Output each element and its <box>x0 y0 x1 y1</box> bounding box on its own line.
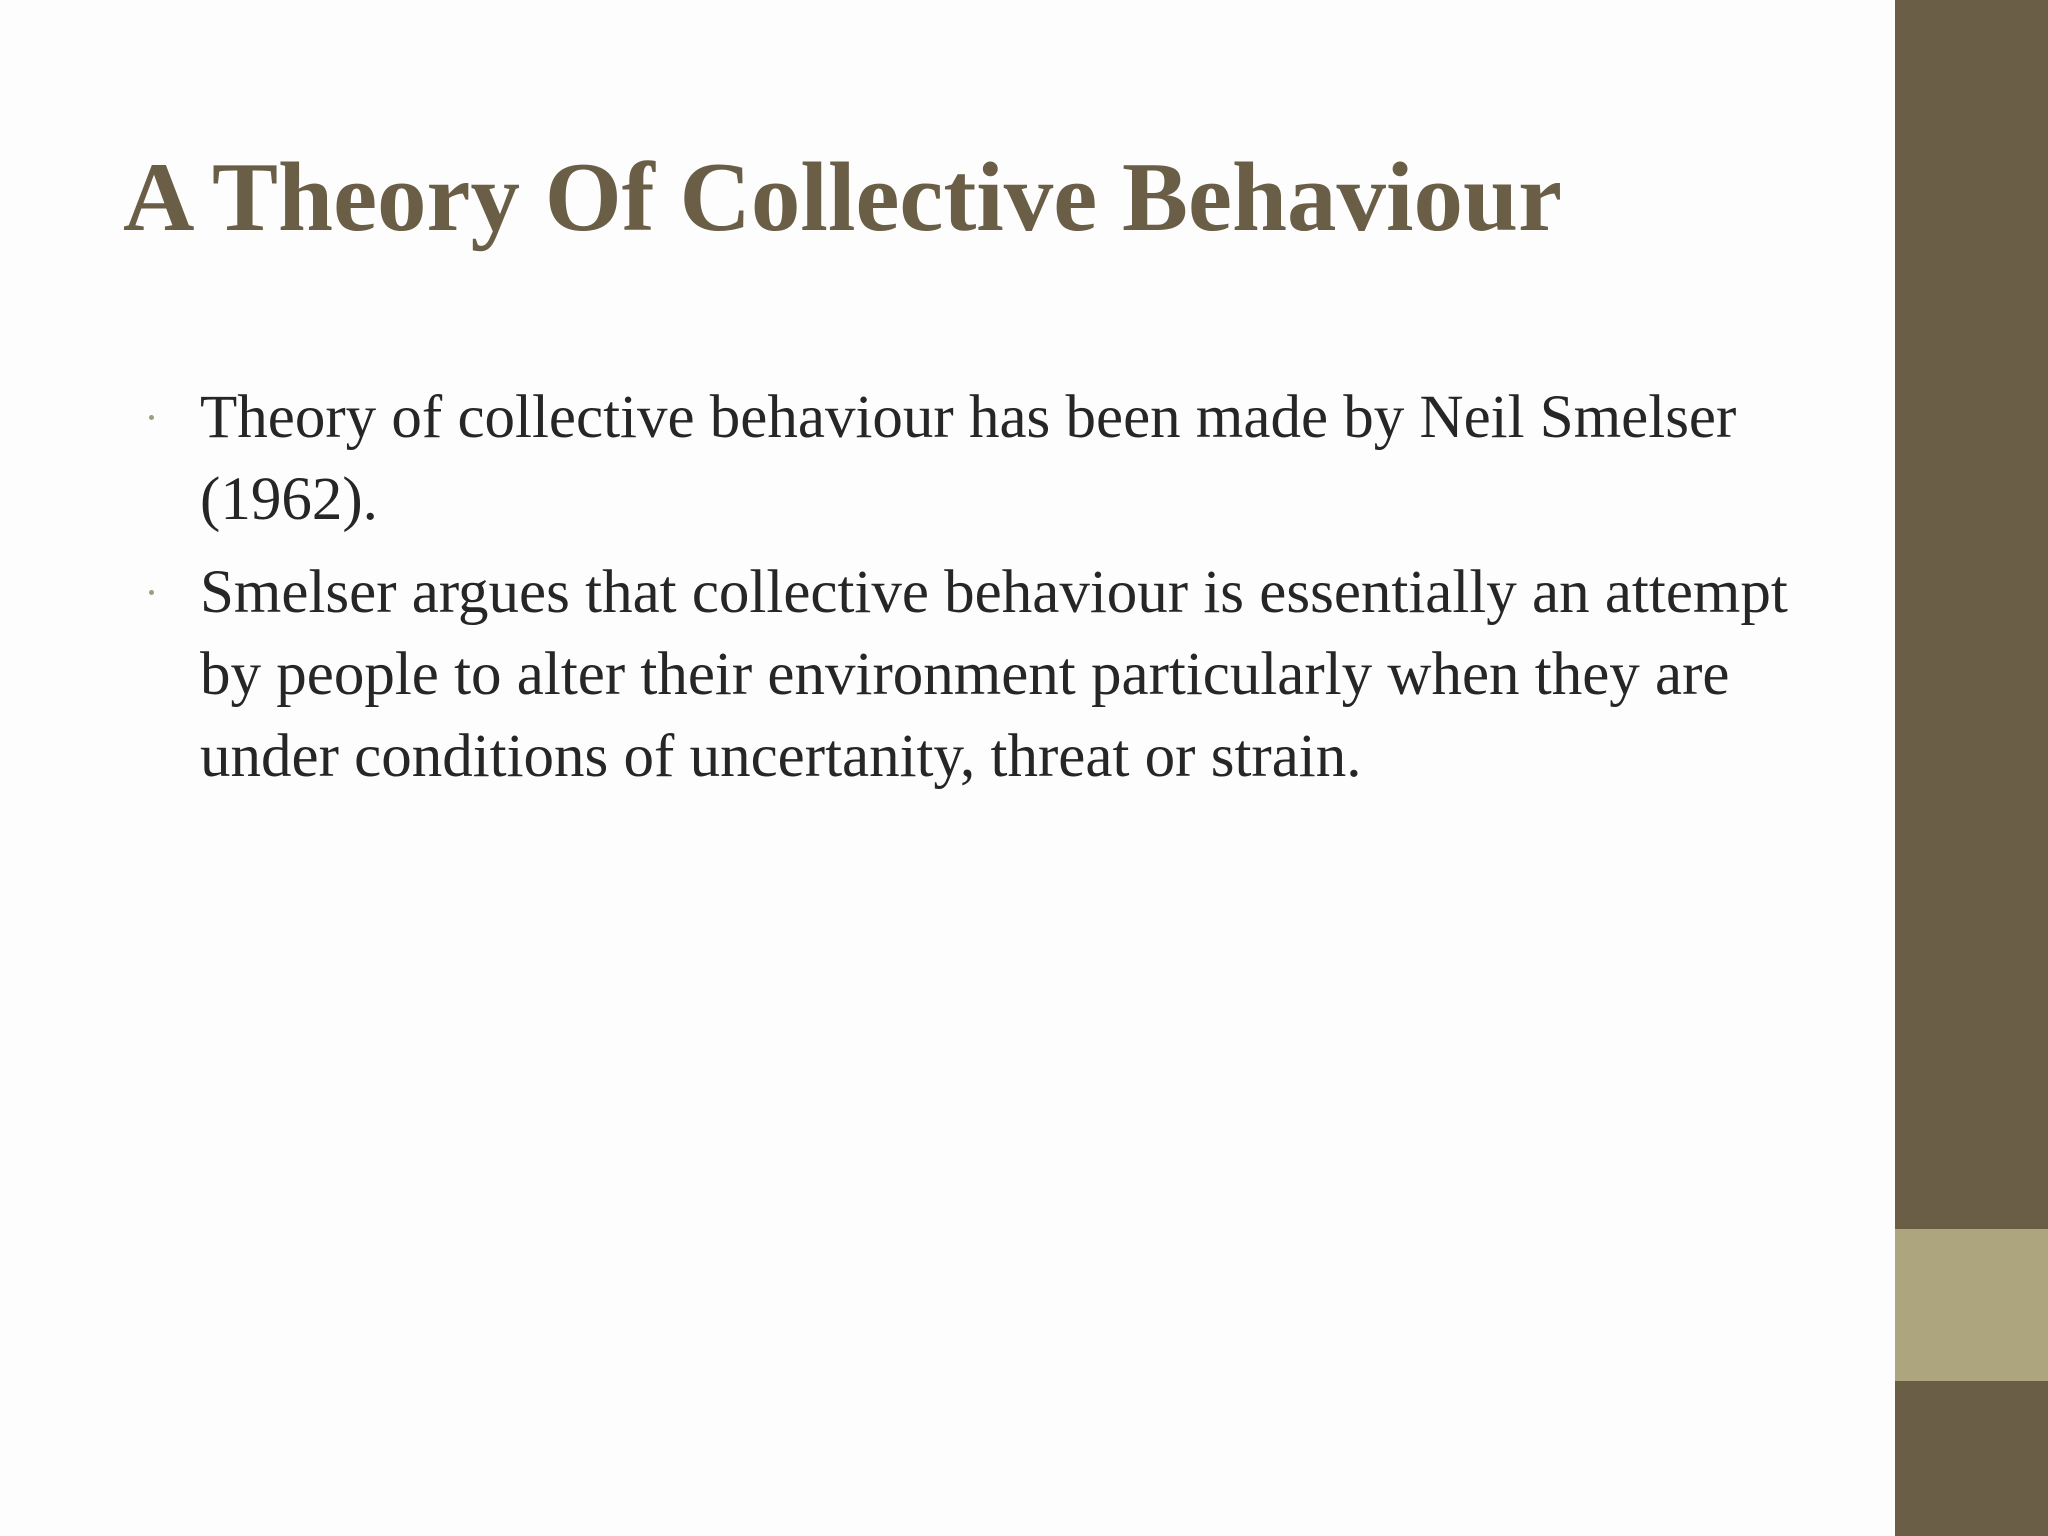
bullet-text: Smelser argues that collective behaviour is essentially an attempt by people to alter their environment particularly when they are under conditions of uncertanity, threat or strain. <box>200 559 1788 790</box>
bullet-marker-icon <box>149 590 154 595</box>
bullet-list <box>145 377 1845 809</box>
bullet-item <box>145 377 1845 541</box>
bullet-text: Theory of collective behaviour has been made by Neil Smelser (1962). <box>200 384 1737 533</box>
bullet-item <box>145 552 1845 798</box>
bullet-marker-icon <box>149 415 154 420</box>
slide-title: A Theory Of Collective Behaviour <box>123 143 1563 252</box>
decorative-side-accent <box>1895 1229 2048 1381</box>
